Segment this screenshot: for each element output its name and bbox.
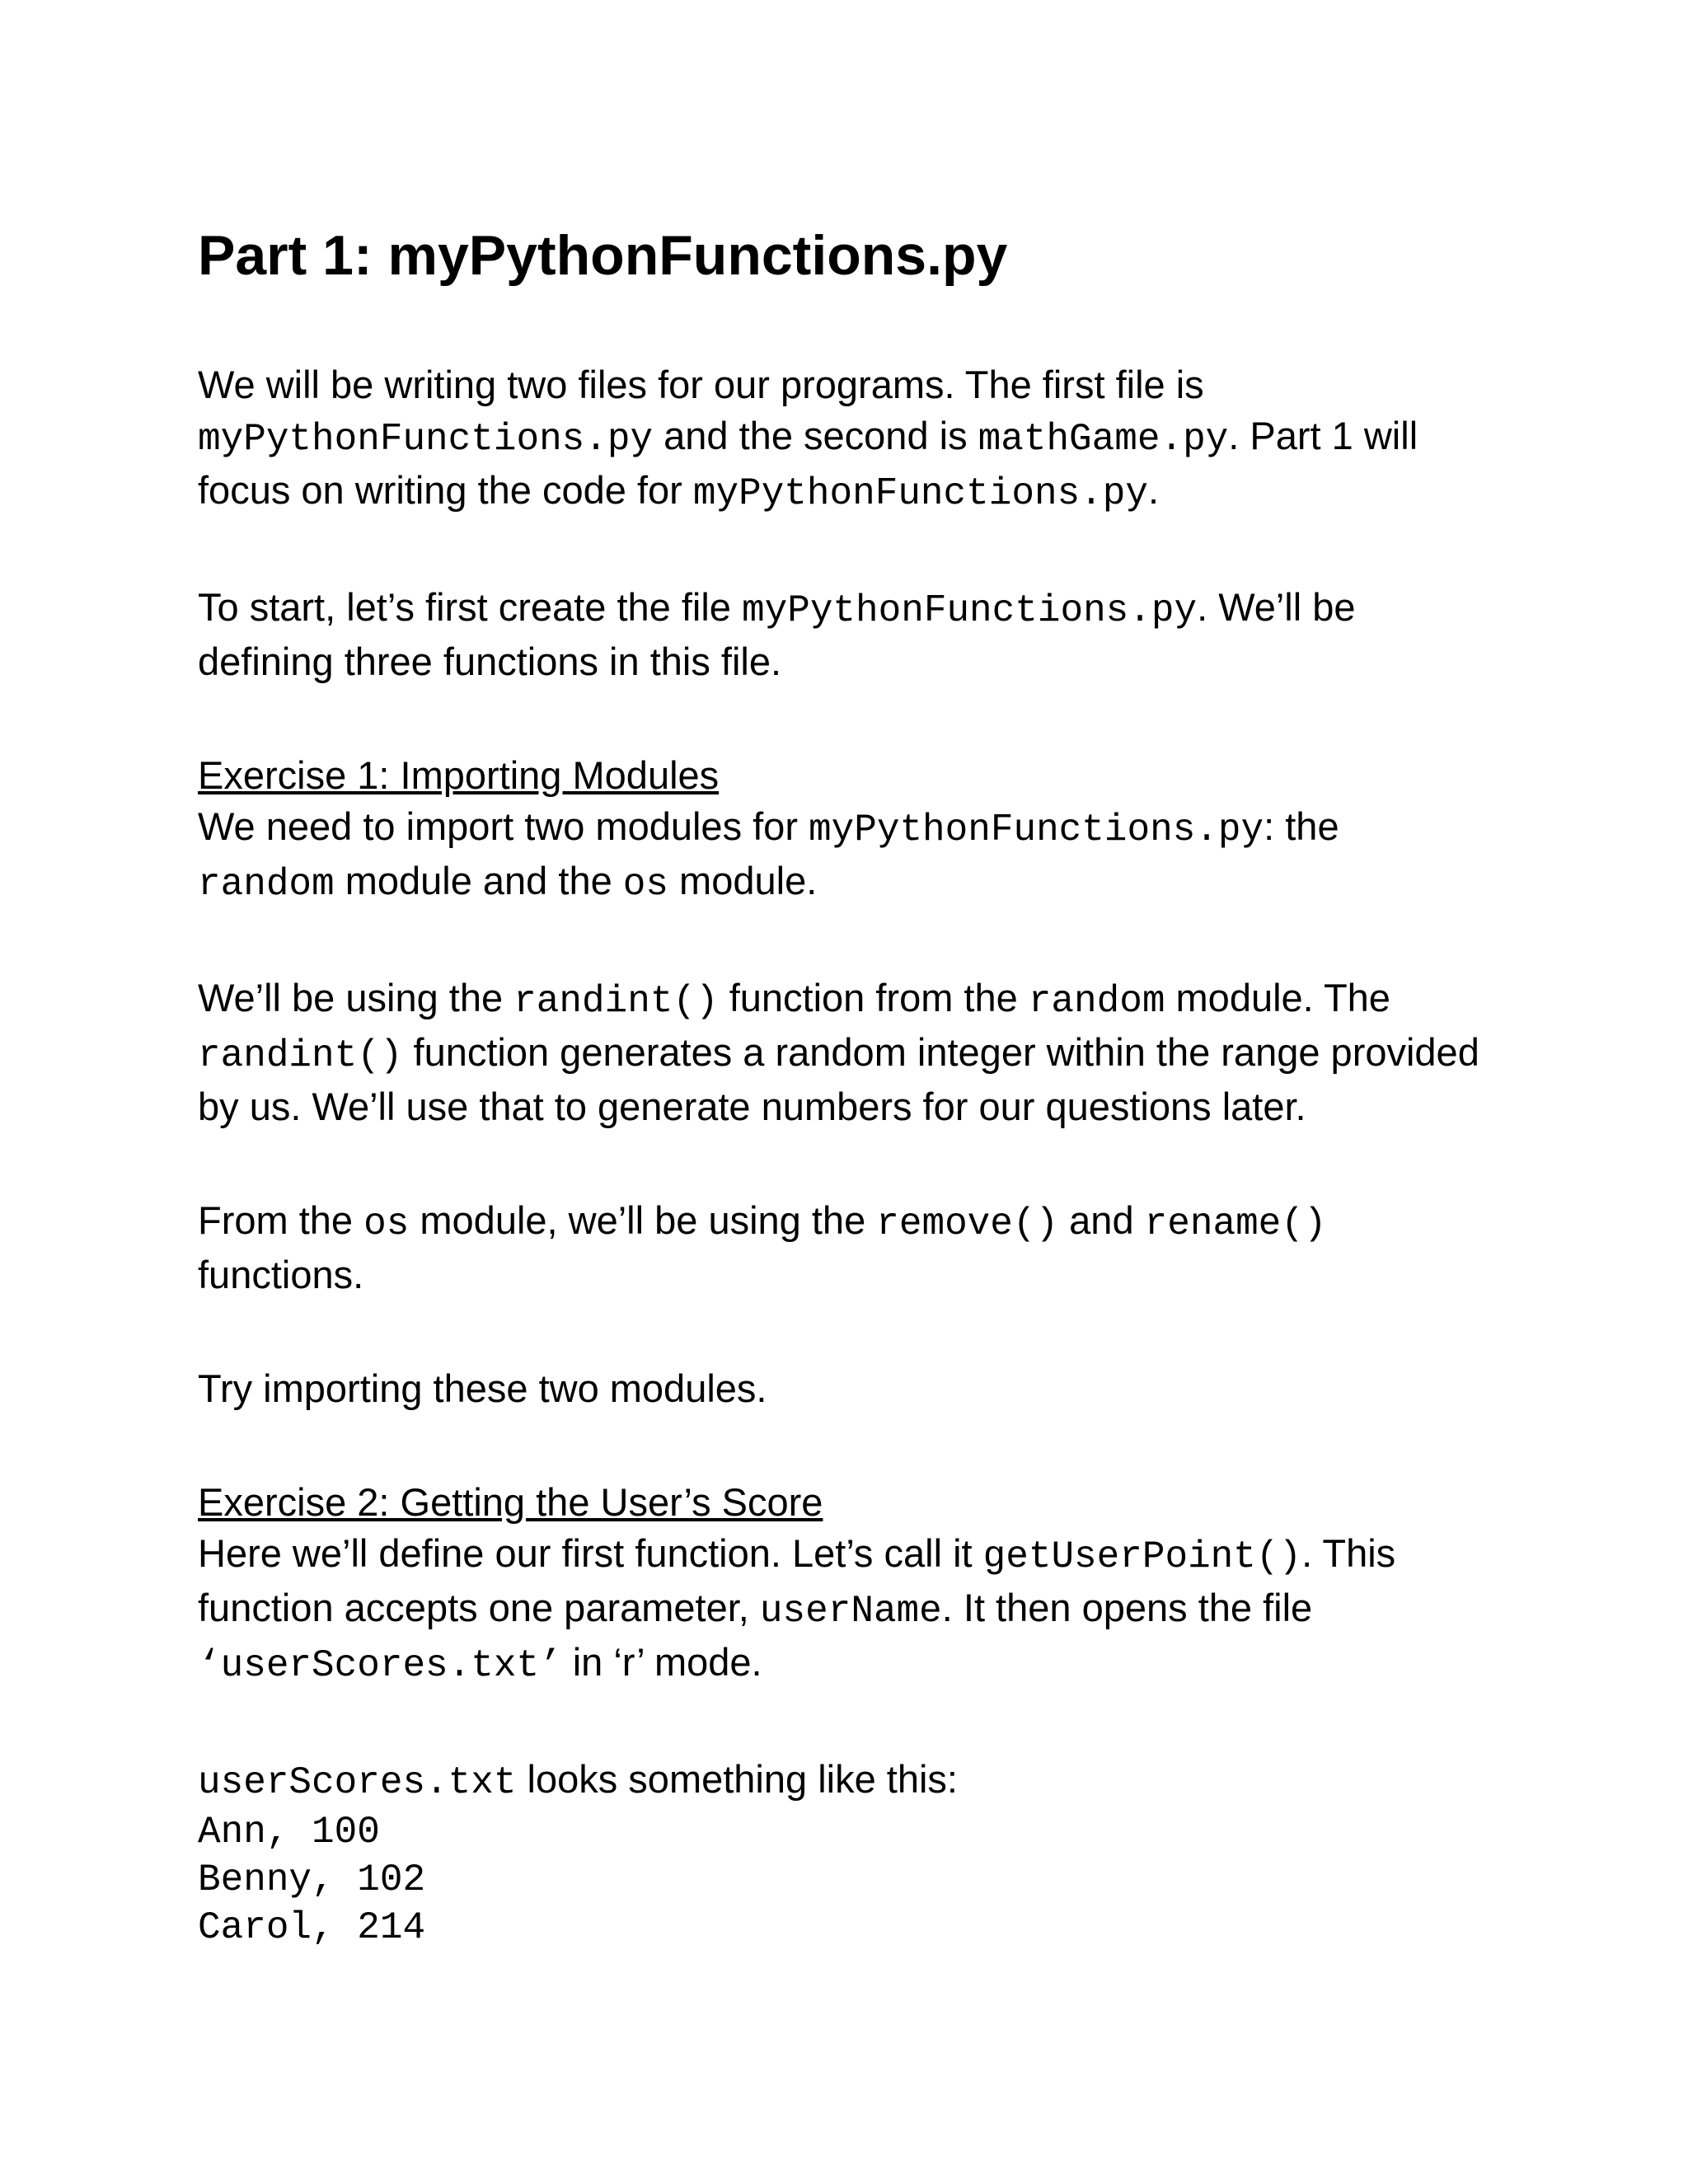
sample-line: Benny, 102 (198, 1858, 426, 1901)
text: We need to import two modules for (198, 804, 809, 848)
code-filename: mathGame.py (978, 418, 1229, 461)
exercise-1-os-paragraph (198, 1195, 1484, 1301)
text: module, we’ll be using the (409, 1198, 877, 1242)
text: in ‘r’ mode. (561, 1640, 762, 1684)
code-function: randint() (513, 980, 719, 1023)
sample-line: Ann, 100 (198, 1811, 380, 1854)
code-filename: ‘userScores.txt’ (198, 1644, 562, 1687)
exercise-2-section (198, 1477, 1484, 1952)
text: module. The (1165, 976, 1390, 1019)
code-module: os (622, 863, 668, 906)
sample-line: Carol, 214 (198, 1906, 426, 1949)
code-module: os (363, 1202, 410, 1245)
text: function from the (718, 976, 1029, 1019)
text: We’ll be using the (198, 976, 514, 1019)
text: module and the (334, 859, 623, 902)
code-module: random (198, 863, 335, 906)
text: We will be writing two files for our programs. The first file is (198, 363, 1204, 406)
code-filename: myPythonFunctions.py (198, 418, 654, 461)
code-parameter: userName (759, 1590, 942, 1633)
sample-file-caption (198, 1754, 1484, 1808)
text: : the (1264, 804, 1339, 848)
exercise-1-section (198, 750, 1484, 1414)
code-filename: userScores.txt (198, 1761, 517, 1804)
text: . Part 1 will focus on writing the code for (198, 414, 1418, 512)
page-title: Part 1: myPythonFunctions.py (198, 224, 1008, 287)
exercise-1-intro (198, 750, 1484, 910)
exercise-2-intro (198, 1477, 1484, 1691)
exercise-2-heading: Exercise 2: Getting the User’s Score (198, 1480, 823, 1524)
code-module: random (1028, 980, 1165, 1023)
start-paragraph (198, 582, 1484, 687)
text: looks something like this: (516, 1757, 958, 1801)
text: . This function accepts one parameter, (198, 1531, 1396, 1629)
sample-file-block (198, 1754, 1484, 1952)
code-filename: myPythonFunctions.py (742, 589, 1198, 632)
document-page (198, 221, 1484, 1952)
exercise-1-heading: Exercise 1: Importing Modules (198, 753, 720, 797)
code-function: rename() (1144, 1202, 1327, 1245)
code-function: remove() (876, 1202, 1059, 1245)
text: . We’ll be defining three functions in this file. (198, 585, 1356, 683)
text: Here we’ll define our first function. Let’s call it (198, 1531, 983, 1575)
exercise-1-randint-paragraph (198, 972, 1484, 1132)
exercise-1-try-paragraph: Try importing these two modules. (198, 1366, 767, 1410)
text: and (1058, 1198, 1145, 1242)
text: . (1147, 468, 1160, 512)
text: and the second is (653, 414, 978, 457)
code-filename: myPythonFunctions.py (809, 808, 1264, 851)
text: . It then opens the file (941, 1586, 1313, 1629)
intro-paragraph (198, 359, 1484, 519)
code-function: getUserPoint() (982, 1535, 1302, 1578)
text: From the (198, 1198, 364, 1242)
code-function: randint() (198, 1034, 403, 1077)
code-filename: myPythonFunctions.py (692, 472, 1148, 515)
text: To start, let’s first create the file (198, 585, 742, 629)
text: module. (668, 859, 818, 902)
text: function generates a random integer within the range provided by us. We’ll use that to generate numbers for our questions later. (198, 1030, 1479, 1128)
text: functions. (198, 1253, 364, 1296)
